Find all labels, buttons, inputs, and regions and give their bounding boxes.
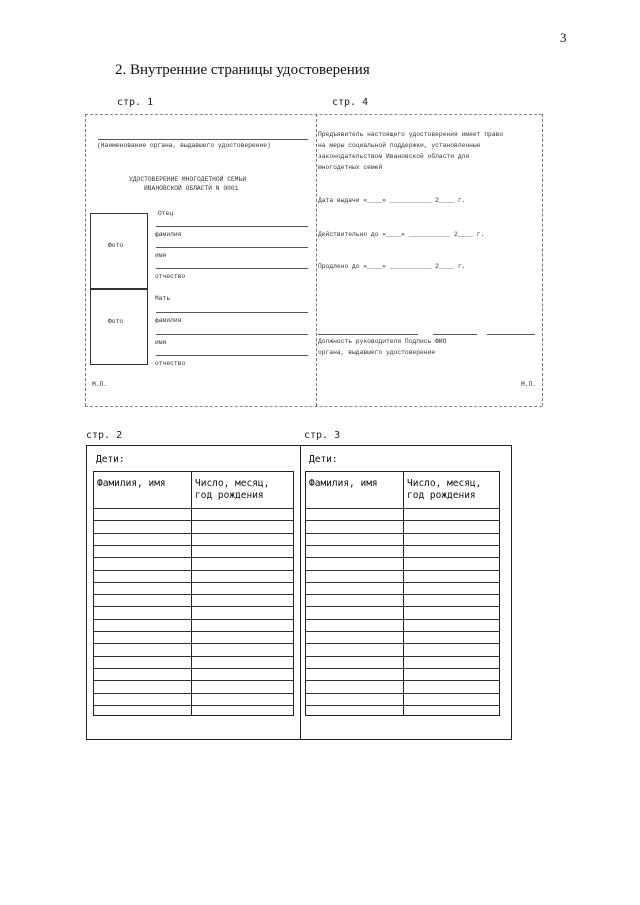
table-row (94, 656, 293, 657)
children-table-page3 (305, 471, 500, 716)
table-row (306, 619, 499, 620)
children-title-page3: Дети: (309, 454, 338, 465)
table-row (306, 520, 499, 521)
mother-name-label: имя (155, 339, 167, 346)
mother-surname-label: фамилия (155, 317, 182, 324)
table-row (94, 693, 293, 694)
page3-label: стр. 3 (304, 430, 341, 441)
photo-label-father: Фото (108, 242, 124, 249)
father-surname-label: фамилия (155, 231, 182, 238)
children-table-page2 (93, 471, 294, 716)
col-dob-header-line2: год рождения (407, 490, 476, 501)
table-row (306, 631, 499, 632)
table-row (94, 680, 293, 681)
table-row (306, 533, 499, 534)
page1-label: стр. 1 (117, 97, 154, 108)
father-surname-line (156, 247, 308, 248)
mother-surname-line (156, 334, 308, 335)
org-caption: (Наименование органа, выдавшего удостоверение) (97, 142, 271, 149)
table-row (306, 594, 499, 595)
page4-label: стр. 4 (332, 97, 369, 108)
photo-label-mother: Фото (108, 318, 124, 325)
table-row (306, 680, 499, 681)
holder-rights-line1: Предъявитель настоящего удостоверения имеет право (318, 131, 504, 138)
extended-until: Продлено до «____» ___________ 2____ г. (318, 263, 466, 270)
table-row (94, 643, 293, 644)
table-row (306, 643, 499, 644)
table-row (94, 508, 293, 509)
holder-rights-line3: законодательством Ивановской области для (318, 153, 470, 160)
table-row (306, 545, 499, 546)
table-row (94, 594, 293, 595)
sign-row-2: органа, выдавшего удостоверение (318, 349, 436, 356)
mother-name-line (156, 355, 308, 356)
col-surname-header: Фамилия, имя (309, 478, 378, 489)
photo-box-father (90, 213, 148, 289)
col-dob-header-line2: год рождения (195, 490, 264, 501)
table-row (94, 520, 293, 521)
table-row (306, 557, 499, 558)
position-sign-line (318, 334, 418, 335)
certificate-title: УДОСТОВЕРЕНИЕ МНОГОДЕТНОЙ СЕМЬИ (129, 176, 247, 183)
mother-patronymic-label: отчество (155, 360, 186, 367)
table-row (94, 533, 293, 534)
table-row (94, 545, 293, 546)
col-surname-header: Фамилия, имя (97, 478, 166, 489)
stamp-page1: М.П. (92, 381, 108, 388)
table-row (94, 570, 293, 571)
table-row (94, 582, 293, 583)
father-name-line (156, 268, 308, 269)
children-title-page2: Дети: (96, 454, 125, 465)
father-line (156, 226, 308, 227)
fio-line (487, 334, 535, 335)
spread-top (0, 0, 640, 420)
holder-rights-line4: многодетных семей (318, 164, 383, 171)
mother-line (156, 312, 308, 313)
table-row (306, 582, 499, 583)
father-patronymic-label: отчество (155, 273, 186, 280)
col-dob-header-line1: Число, месяц, (195, 478, 270, 489)
valid-until: Действительно до «____» ___________ 2____ г. (318, 231, 485, 238)
page2-label: стр. 2 (86, 430, 123, 441)
table-row (94, 668, 293, 669)
signature-line (433, 334, 477, 335)
table-row (94, 557, 293, 558)
holder-rights-line2: на меры социальной поддержки, установленные (318, 142, 481, 149)
table-row (306, 668, 499, 669)
table-row (306, 570, 499, 571)
certificate-number: ИВАНОВСКОЙ ОБЛАСТИ N 0001 (144, 185, 239, 192)
table-row (306, 606, 499, 607)
father-name-label: имя (155, 252, 167, 259)
sign-row: Должность руководителя Подпись ФИО (318, 338, 447, 345)
table-row (306, 693, 499, 694)
spread-fold (300, 445, 301, 740)
table-row (94, 705, 293, 706)
table-row (306, 656, 499, 657)
section-heading: 2. Внутренние страницы удостоверения (115, 62, 370, 78)
page-number: 3 (560, 30, 567, 45)
issue-date: Дата выдачи «____» ___________ 2____ г. (318, 197, 466, 204)
table-row (306, 508, 499, 509)
table-row (306, 705, 499, 706)
father-label: Отец (158, 210, 174, 217)
photo-box-mother (90, 289, 148, 365)
col-dob-header-line1: Число, месяц, (407, 478, 482, 489)
table-row (94, 631, 293, 632)
table-row (94, 606, 293, 607)
table-row (94, 619, 293, 620)
stamp-page4: М.П. (521, 381, 537, 388)
mother-label: Мать (155, 295, 171, 302)
